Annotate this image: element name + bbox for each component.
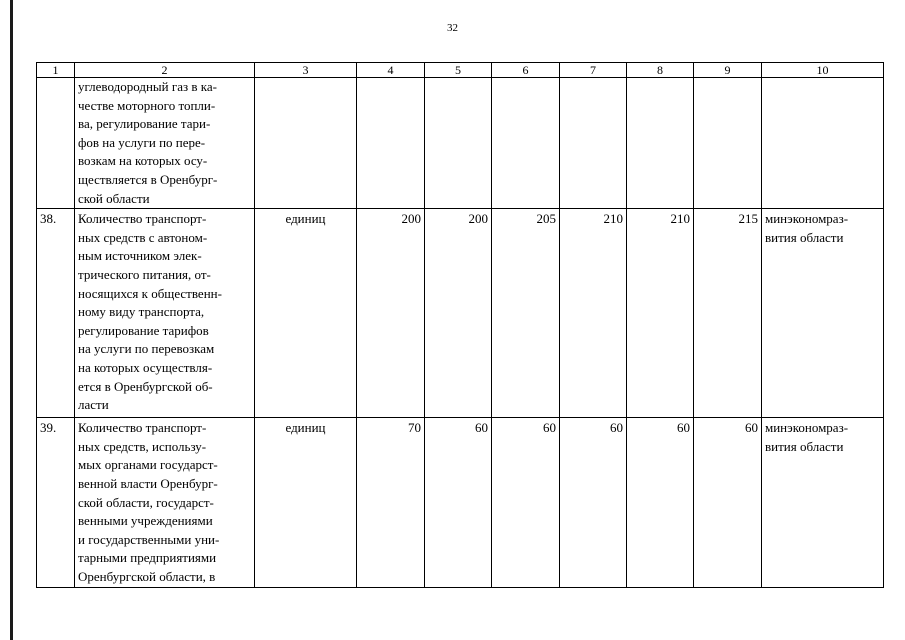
indicator-line: ской области <box>78 190 150 206</box>
row-number: 39. <box>37 418 75 587</box>
indicator-line: и государственными уни- <box>78 531 220 547</box>
responsible-line: вития области <box>765 229 844 245</box>
indicator-line: на услуги по перевозкам <box>78 341 215 357</box>
indicator-cell <box>75 418 255 587</box>
responsible-cell <box>762 418 884 587</box>
unit-cell <box>255 78 357 209</box>
value-cell: 60 <box>627 418 694 587</box>
header-cell: 1 <box>37 63 75 78</box>
header-row <box>37 63 884 78</box>
indicator-line: ществляется в Оренбург- <box>78 171 218 187</box>
indicator-line: фов на услуги по пере- <box>78 134 206 150</box>
indicator-cell <box>75 78 255 209</box>
responsible-cell <box>762 78 884 209</box>
indicator-line: ва, регулирование тари- <box>78 116 211 132</box>
unit-cell: единиц <box>255 209 357 418</box>
indicator-line: Количество транспорт- <box>78 211 207 227</box>
header-cell: 8 <box>627 63 694 78</box>
data-table <box>36 62 884 588</box>
indicator-line: честве моторного топли- <box>78 97 216 113</box>
value-cell <box>492 78 560 209</box>
indicator-line: ных средств, использу- <box>78 438 207 454</box>
value-cell: 210 <box>560 209 627 418</box>
header-cell: 4 <box>357 63 425 78</box>
indicator-line: ным источником элек- <box>78 248 202 264</box>
indicator-line: ется в Оренбургской об- <box>78 378 213 394</box>
page-number: 32 <box>447 22 458 34</box>
indicator-line: ных средств с автоном- <box>78 229 208 245</box>
responsible-line: вития области <box>765 438 844 454</box>
value-cell: 60 <box>492 418 560 587</box>
indicator-line: носящихся к общественн- <box>78 285 222 301</box>
table-row <box>37 418 884 587</box>
indicator-line: венной власти Оренбург- <box>78 475 218 491</box>
responsible-cell <box>762 209 884 418</box>
indicator-line: мых органами государст- <box>78 457 218 473</box>
value-cell <box>627 78 694 209</box>
value-cell <box>357 78 425 209</box>
value-cell: 60 <box>425 418 492 587</box>
indicator-line: регулирование тарифов <box>78 322 209 338</box>
indicator-line: возкам на которых осу- <box>78 153 208 169</box>
value-cell: 70 <box>357 418 425 587</box>
indicator-line: Количество транспорт- <box>78 420 207 436</box>
responsible-line: минэкономраз- <box>765 420 849 436</box>
indicator-line: Оренбургской области, в <box>78 568 216 584</box>
value-cell: 200 <box>357 209 425 418</box>
value-cell <box>560 78 627 209</box>
indicator-line: венными учреждениями <box>78 513 213 529</box>
value-cell <box>694 78 762 209</box>
value-cell: 200 <box>425 209 492 418</box>
table-row <box>37 78 884 209</box>
header-cell: 3 <box>255 63 357 78</box>
header-cell: 10 <box>762 63 884 78</box>
header-cell: 7 <box>560 63 627 78</box>
responsible-line: минэкономраз- <box>765 211 849 227</box>
value-cell: 60 <box>560 418 627 587</box>
indicator-cell <box>75 209 255 418</box>
value-cell: 205 <box>492 209 560 418</box>
unit-cell: единиц <box>255 418 357 587</box>
indicator-line: трического питания, от- <box>78 266 211 282</box>
header-cell: 5 <box>425 63 492 78</box>
indicator-line: ласти <box>78 397 109 413</box>
indicator-line: углеводородный газ в ка- <box>78 79 217 94</box>
indicator-line: ному виду транспорта, <box>78 304 205 320</box>
indicator-line: ской области, государст- <box>78 494 214 510</box>
table-row <box>37 209 884 418</box>
indicator-line: на которых осуществля- <box>78 359 213 375</box>
value-cell: 215 <box>694 209 762 418</box>
value-cell <box>425 78 492 209</box>
value-cell: 60 <box>694 418 762 587</box>
header-cell: 6 <box>492 63 560 78</box>
header-cell: 9 <box>694 63 762 78</box>
value-cell: 210 <box>627 209 694 418</box>
header-cell: 2 <box>75 63 255 78</box>
indicator-line: тарными предприятиями <box>78 550 217 566</box>
binding-line <box>10 0 13 640</box>
row-number: 38. <box>37 209 75 418</box>
row-number <box>37 78 75 209</box>
